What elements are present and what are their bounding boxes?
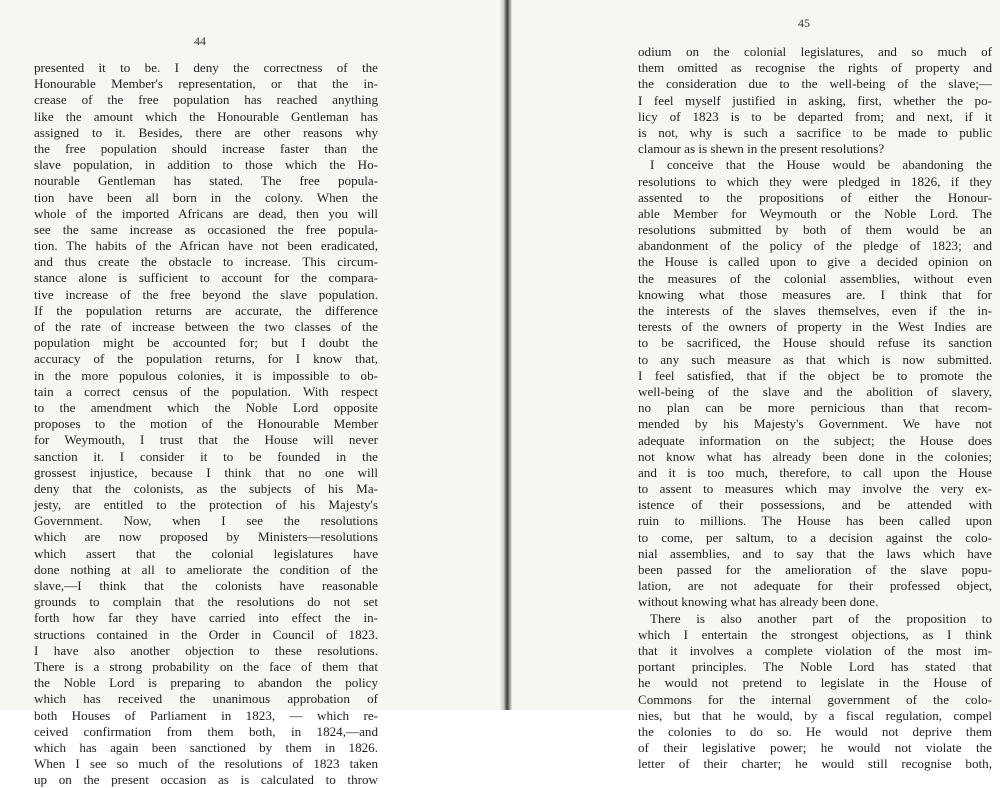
text-line: the Noble Lord is preparing to abandon the policy [34,675,378,691]
text-line: the House is called upon to give a decided opinion on [638,254,992,270]
text-line: grossest injustice, because I think that no one will [34,464,378,480]
text-line: which has received the unanimous approbation of [34,691,378,707]
text-line: no plan can be more pernicious than that recom- [638,400,992,416]
text-line: of their legislative power; he would not violate the [638,740,992,756]
text-line: which has again been sanctioned by them in 1826. [34,739,378,755]
text-line: to be sacrificed, the House should refuse its sanction [638,335,992,351]
text-line: which assert that the colonial legislatures have [34,545,378,561]
text-line: slave,—I think that the colonists have reasonable [34,578,378,593]
text-line: like the amount which the Honourable Gentleman has [34,108,378,124]
text-line: done nothing at all to ameliorate the condition of the [34,561,378,577]
text-line: to any such measure as that which is now submitted. [638,351,992,367]
text-line: adequate information on the subject; the House does [638,432,992,448]
text-line: tain a correct census of the population. With respect [34,383,378,399]
text-line: portant principles. The Noble Lord has stated that [638,659,992,675]
text-line: licy of 1823 is to be departed from; and next, if it [638,108,992,124]
text-line: If the population returns are accurate, the difference [34,302,378,318]
text-line: and it is too much, therefore, to call upon the House [638,464,992,480]
text-line: sanction it. I consider it to be founded in the [34,448,378,464]
left-text-column [34,60,378,788]
right-text-column [638,44,992,772]
text-line: tion. The habits of the African have not been eradicated, [34,238,378,254]
text-line: assigned to it. Besides, there are other reasons why [34,124,378,140]
text-line: which are now proposed by Ministers—resolutions [34,529,378,545]
text-line: clamour as is shewn in the present resolutions? [638,141,885,157]
text-line: slave population, in addition to those which the Ho- [34,157,378,173]
text-line: lation, are not adequate for their professed object, [638,578,992,594]
text-line: is not, why is such a sacrifice to be made to public [638,124,992,140]
text-line: Honourable Member's representation, or that the in- [34,76,378,92]
text-line: tion have been all born in the colony. When the [34,189,378,205]
text-line: of the rate of increase between the two classes of the [34,319,378,334]
text-line: knowing what those measures are. I think that for [638,286,992,302]
text-line: assented to the propositions of either the Honour- [638,189,992,205]
text-line: that it involves a complete violation of the most im- [638,642,992,658]
page-number-right: 45 [798,16,810,30]
text-line: to assent to measures which may involve the very ex- [638,481,992,497]
text-line: and thus create the obstacle to increase. This circum- [34,254,378,270]
text-line: grounds to complain that the resolutions do not set [34,594,378,610]
text-line: he would not pretend to legislate in the House of [638,675,992,691]
text-line: ruin to millions. The House has been called upon [638,513,992,529]
text-line: crease of the free population has reached anything [34,92,378,108]
text-line: in the more populous colonies, it is impossible to ob- [34,367,378,383]
text-line: able Member for Weymouth or the Noble Lord. The [638,205,992,221]
text-line: terests of the owners of property in the West Indies are [638,319,992,335]
text-line: the consideration due to the well-being of the slave;— [638,76,992,92]
text-line: I have also another objection to these resolutions. [34,642,378,658]
text-line: which I entertain the strongest objections, as I think [638,626,992,642]
text-line: structions contained in the Order in Council of 1823. [34,626,378,642]
text-line: the measures of the colonial assemblies, without even [638,270,992,286]
text-line: There is also another part of the proposition to [650,610,992,626]
text-line: to the amendment which the Noble Lord opposite [34,399,378,415]
text-line: mended by his Majesty's Government. We have not [638,416,992,432]
text-line: to come, per saltum, to a decision against the colo- [638,529,992,545]
book-gutter [500,0,512,710]
text-line: resolutions to which they were pledged in 1826, if they [638,173,992,189]
text-line: them omitted as recognise the rights of property and [638,60,992,76]
text-line: for Weymouth, I trust that the House will never [34,432,378,448]
text-line: proposes to the motion of the Honourable Member [34,416,378,432]
text-line: nial assemblies, and to say that the laws which have [638,545,992,561]
text-line: letter of their charter; he would still recognise both, [638,756,992,772]
text-line: see the same increase as occasioned the free popula- [34,221,378,237]
text-line: I conceive that the House would be abandoning the [650,157,992,173]
text-line: nies, but that he would, by a fiscal regulation, compel [638,707,992,723]
text-line: the interests of the slaves themselves, even if the in- [638,303,992,318]
text-line: odium on the colonial legislatures, and so much of [638,44,992,59]
text-line: When I see so much of the resolutions of 1823 taken [34,756,378,772]
text-line: up on the present occasion as is calculated to throw [34,772,378,788]
text-line: the colonies to do so. He would not deprive them [638,723,992,739]
text-line: jesty, are entitled to the protection of his Majesty's [34,497,378,513]
text-line: Commons for the internal government of the colo- [638,691,992,707]
text-line: population might be accounted for; but I doubt the [34,335,378,351]
text-line: I feel satisfied, that if the object be to promote the [638,367,992,383]
text-line: accuracy of the population returns, for I know that, [34,351,378,367]
text-line: whole of the imported Africans are dead, then you will [34,205,378,221]
text-line: abandonment of the policy of the pledge of 1823; and [638,238,992,254]
text-line: without knowing what has already been done. [638,594,879,610]
text-line: Government. Now, when I see the resolutions [34,513,378,529]
text-line: both Houses of Parliament in 1823, — which re- [34,707,378,723]
page-number-left: 44 [194,34,206,48]
right-page [512,0,1000,772]
text-line: stance alone is sufficient to account for the compara- [34,270,378,286]
text-line: the free population should increase faster than the [34,140,378,156]
text-line: been passed for the amelioration of the slave popu- [638,562,992,577]
text-line: There is a strong probability on the face of them that [34,658,378,674]
text-line: ceived confirmation from them both, in 1824,—and [34,723,378,739]
text-line: istence of their possessions, and be attended with [638,497,992,513]
text-line: well-being of the slave and the abolition of slavery, [638,383,992,399]
text-line: deny that the colonists, as the subjects of his Ma- [34,480,378,496]
text-line: presented it to be. I deny the correctness of the [34,60,378,75]
text-line: not know what has already been done in the colonies; [638,448,992,464]
text-line: I feel myself justified in asking, first, whether the po- [638,92,992,108]
text-line: tive increase of the free beyond the slave population. [34,286,378,302]
text-line: forth how far they have carried into effect the in- [34,610,378,626]
text-line: resolutions submitted by both of them would be an [638,222,992,238]
text-line: nourable Gentleman has stated. The free popula- [34,173,378,189]
